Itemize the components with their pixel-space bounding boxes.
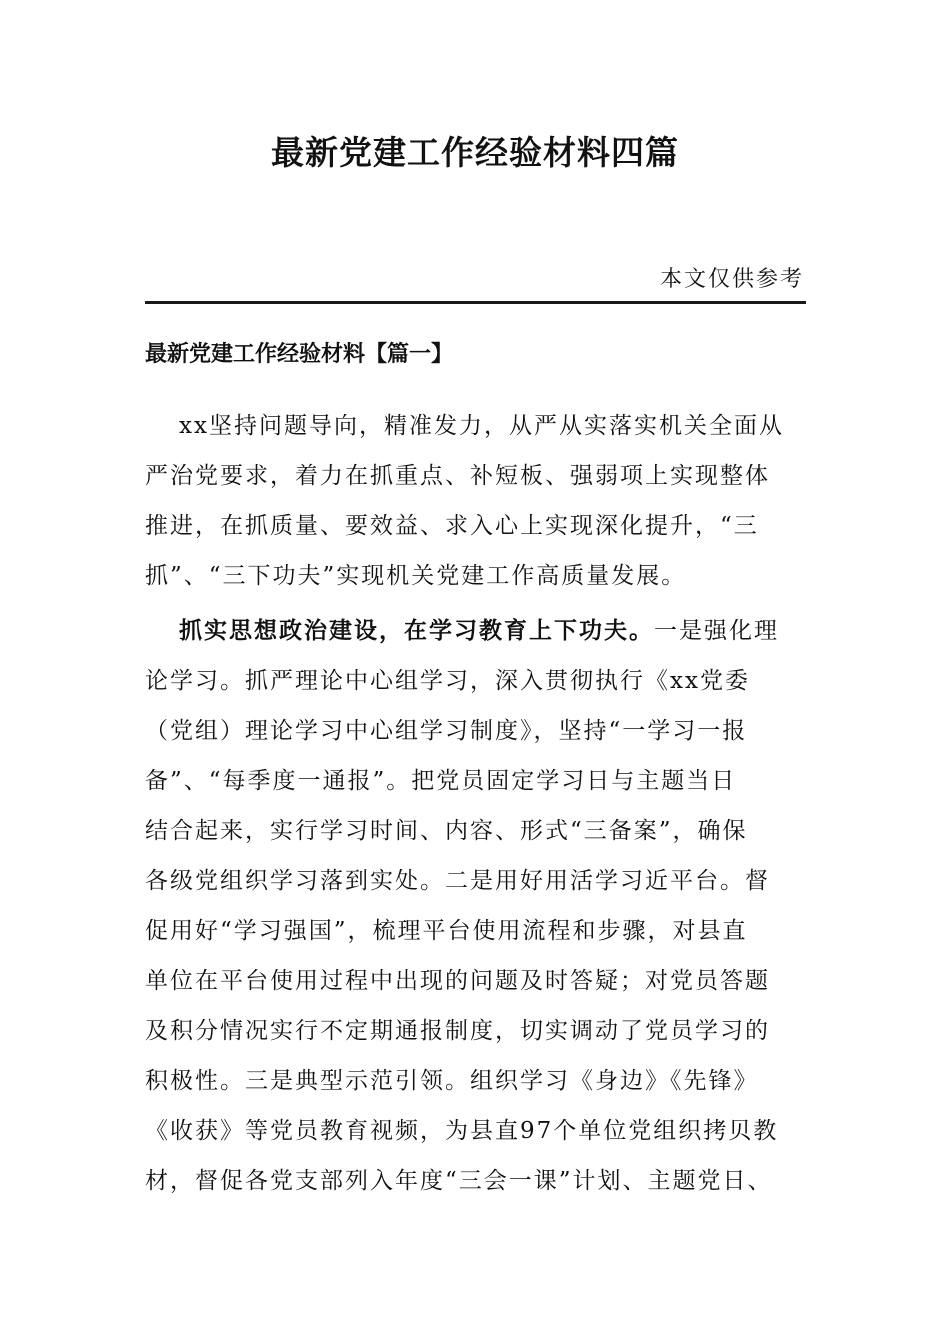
paragraph-line: 各级党组织学习落到实处。二是用好用活学习近平台。督 bbox=[145, 868, 770, 894]
paragraph-line: 结合起来，实行学习时间、内容、形式“三备案”，确保 bbox=[145, 818, 748, 844]
paragraph-line: 推进，在抓质量、要效益、求入心上实现深化提升，“三 bbox=[145, 513, 759, 539]
paragraph-line: 促用好“学习强国”，梳理平台使用流程和步骤，对县直 bbox=[145, 918, 748, 944]
paragraph-line: 论学习。抓严理论中心组学习，深入贯彻执行《xx党委 bbox=[145, 668, 750, 694]
paragraph-2 bbox=[145, 606, 806, 1206]
paragraph-line: 单位在平台使用过程中出现的问题及时答疑；对党员答题 bbox=[145, 968, 770, 994]
document-title: 最新党建工作经验材料四篇 bbox=[271, 133, 679, 172]
header-divider bbox=[145, 301, 806, 304]
paragraph-line: 抓”、“三下功夫”实现机关党建工作高质量发展。 bbox=[145, 563, 687, 589]
paragraph-line bbox=[145, 606, 806, 656]
reference-note: 本文仅供参考 bbox=[659, 267, 804, 292]
paragraph-lead-bold: 抓实思想政治建设，在学习教育上下功夫。 bbox=[179, 617, 654, 644]
paragraph-line-rest: 一是强化理 bbox=[654, 618, 779, 644]
paragraph-line: xx坚持问题导向，精准发力，从严从实落实机关全面从 bbox=[179, 413, 784, 439]
paragraph-line: （党组）理论学习中心组学习制度》，坚持“一学习一报 bbox=[145, 718, 748, 744]
paragraph-1 bbox=[145, 401, 806, 601]
paragraph-line: 积极性。三是典型示范引领。组织学习《身边》《先锋》 bbox=[145, 1068, 759, 1094]
paragraph-line: 严治党要求，着力在抓重点、补短板、强弱项上实现整体 bbox=[145, 463, 770, 489]
paragraph-line: 材，督促各党支部列入年度“三会一课”计划、主题党日、 bbox=[145, 1168, 773, 1194]
section-heading: 最新党建工作经验材料【篇一】 bbox=[145, 341, 454, 367]
paragraph-line: 《收获》等党员教育视频，为县直97个单位党组织拷贝教 bbox=[145, 1118, 779, 1144]
paragraph-line: 及积分情况实行不定期通报制度，切实调动了党员学习的 bbox=[145, 1018, 770, 1044]
paragraph-line: 备”、“每季度一通报”。把党员固定学习日与主题当日 bbox=[145, 768, 737, 794]
